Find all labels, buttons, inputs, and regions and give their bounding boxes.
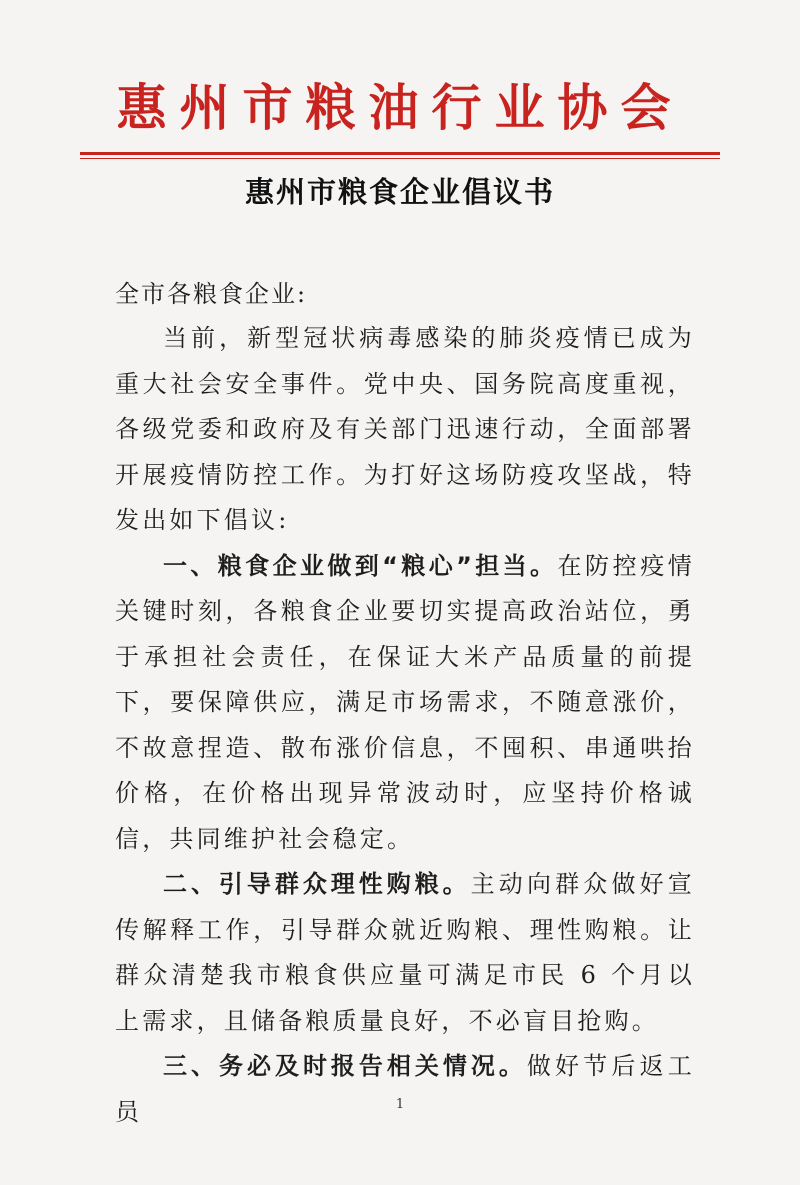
paragraph-item-3 <box>115 1044 695 1135</box>
header-divider-thin <box>80 158 720 159</box>
organization-header: 惠州市粮油行业协会 <box>116 78 684 137</box>
paragraph-lead: 二、引导群众理性购粮。 <box>163 870 471 898</box>
document-body <box>115 316 695 1135</box>
header-divider-thick <box>80 152 720 155</box>
document-title: 惠州市粮食企业倡议书 <box>244 175 555 209</box>
page-number: 1 <box>395 1097 405 1112</box>
paragraph-text: 在防控疫情关键时刻，各粮食企业要切实提高政治站位，勇于承担社会责任，在保证大米产品质量的前提下，要保障供应，满足市场需求，不随意涨价，不故意捏造、散布涨价信息，不囤积、串通哄抬价格，在价格出现异常波动时，应坚持价格诚信，共同维护社会稳定。 <box>115 551 696 853</box>
paragraph-text: 做好节后返工员 <box>115 1052 696 1126</box>
paragraph-item-2 <box>115 862 695 1044</box>
paragraph-intro <box>115 316 695 544</box>
paragraph-lead: 一、粮食企业做到“粮心”担当。 <box>163 551 558 580</box>
paragraph-lead: 三、务必及时报告相关情况。 <box>163 1052 527 1080</box>
paragraph-text: 当前，新型冠状病毒感染的肺炎疫情已成为重大社会安全事件。党中央、国务院高度重视，各级党委和政府及有关部门迅速行动，全面部署开展疫情防控工作。为打好这场防疫攻坚战，特发出如下倡议: <box>115 324 695 534</box>
salutation: 全市各粮食企业: <box>115 280 308 308</box>
paragraph-text: 主动向群众做好宣传解释工作，引导群众就近购粮、理性购粮。让群众清楚我市粮食供应量可满足市民 6 个月以上需求，且储备粮质量良好，不必盲目抢购。 <box>115 870 696 1035</box>
paragraph-item-1 <box>115 544 695 863</box>
